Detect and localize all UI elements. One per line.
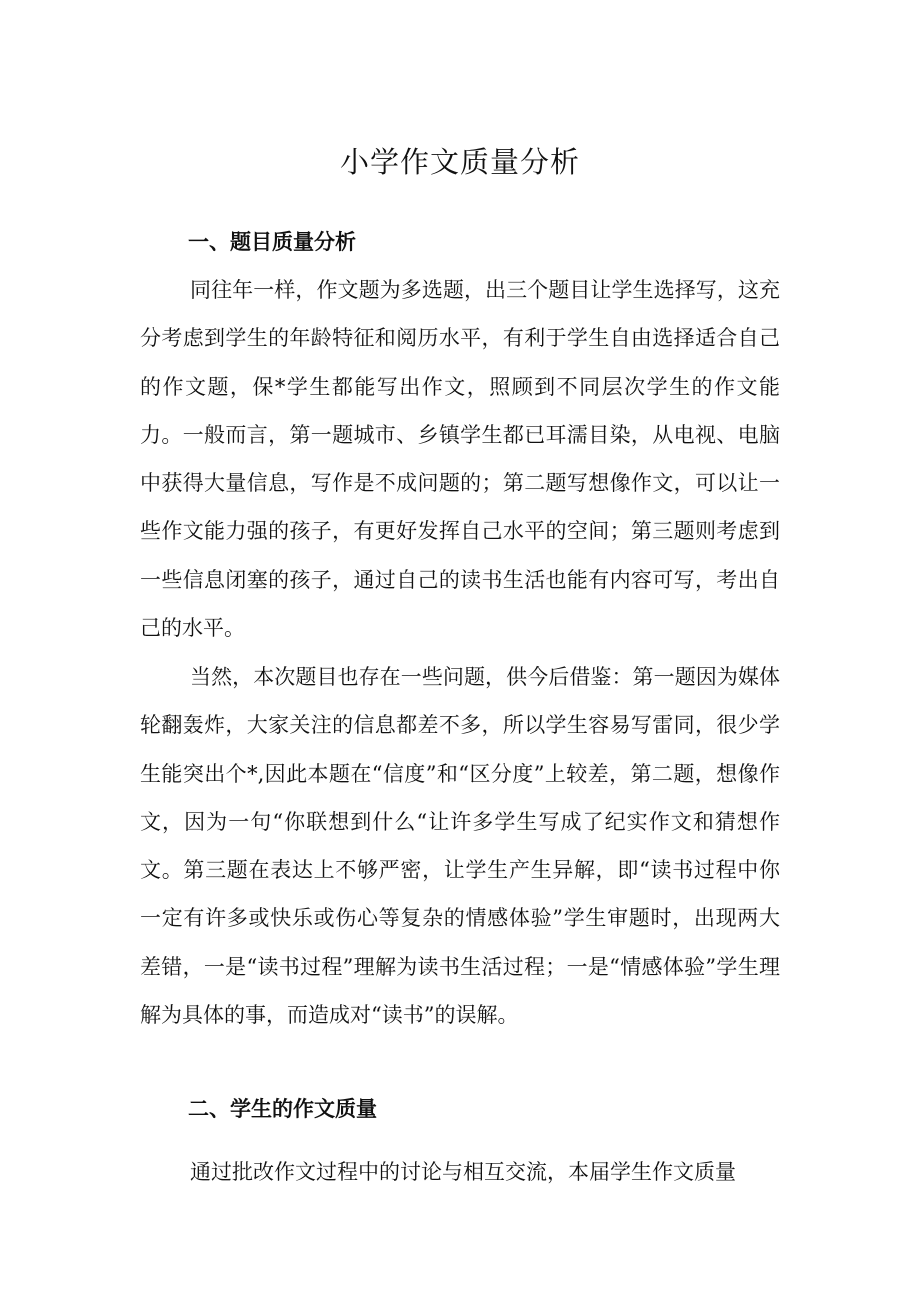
section-2-paragraph-1: 通过批改作文过程中的讨论与相互交流，本届学生作文质量: [190, 1160, 736, 1184]
document-title: 小学作文质量分析: [339, 145, 580, 179]
section-heading-2: 二、学生的作文质量: [188, 1097, 377, 1121]
section-1-paragraph-1: 同往年一样，作文题为多选题，出三个题目让学生选择写，这充分考虑到学生的年龄特征和阅历水平，有利于学生自由选择适合自己的作文题，保*学生都能写出作文，照顾到不同层次学生的作文能力。一般而言，第一题城市、乡镇学生都已耳濡目染，从电视、电脑中获得大量信息，写作是不成问题的；第二题写想像作文，可以让一些作文能力强的孩子，有更好发挥自己水平的空间；第三题则考虑到一些信息闭塞的孩子，通过自己的读书生活也能有内容可写，考出自己的水平。: [140, 278, 780, 641]
section-1-paragraph-2: 当然，本次题目也存在一些问题，供今后借鉴：第一题因为媒体轮翻轰炸，大家关注的信息都差不多，所以学生容易写雷同，很少学生能突出个*,因此本题在“信度”和“区分度”上较差，第二题，想像作文，因为一句“你联想到什么“让许多学生写成了纪实作文和猜想作文。第三题在表达上不够严密，让学生产生异解，即“读书过程中你一定有许多或快乐或伤心等复杂的情感体验”学生审题时，出现两大差错，一是“读书过程”理解为读书生活过程；一是“情感体验”学生理解为具体的事，而造成对“读书”的误解。: [140, 665, 780, 1028]
section-heading-1: 一、题目质量分析: [188, 230, 356, 254]
